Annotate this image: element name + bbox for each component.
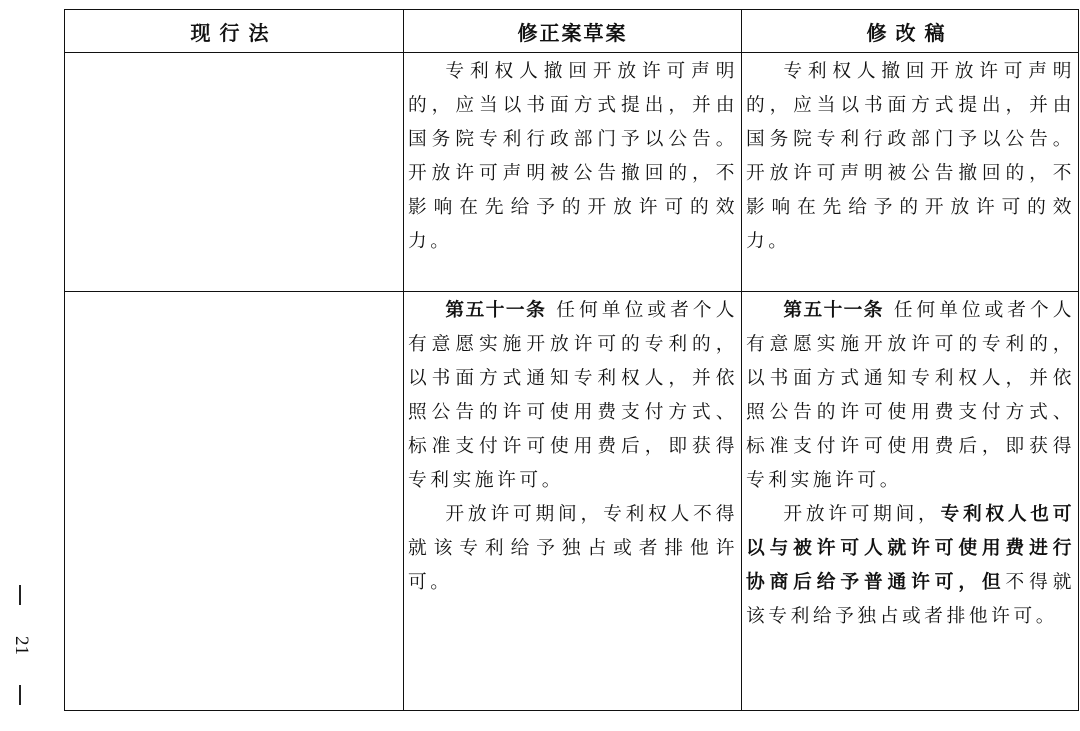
comparison-table (64, 9, 1079, 711)
cell-revised (742, 53, 1079, 292)
article-number: 第五十一条 (445, 300, 547, 321)
revised-p2-tail: 不得就该专利给予独占或者排他许可。 (746, 572, 1075, 627)
revised-paragraph: 专利权人撤回开放许可声明的，应当以书面方式提出，并由国务院专利行政部门予以公告。开放许可声明被公告撤回的，不影响在先给予的开放许可的效力。 (746, 61, 1075, 252)
page-number (6, 585, 36, 705)
page-number-dash-bottom (19, 685, 21, 705)
table-header-row (65, 10, 1079, 53)
header-draft: 修正案草案 (404, 10, 742, 53)
cell-revised (742, 292, 1079, 711)
page-number-text: 21 (11, 635, 32, 655)
draft-paragraph-2: 开放许可期间，专利权人不得就该专利给予独占或者排他许可。 (408, 504, 738, 593)
revised-p2-amendment: 专利权人也可以与被许可人就许可使用费进行协商后给予普通许可，但 (746, 504, 1075, 593)
table-row (65, 53, 1079, 292)
header-current-law: 现行法 (65, 10, 404, 53)
draft-article-paragraph (408, 294, 738, 498)
revised-p2-lead: 开放许可期间， (783, 504, 941, 525)
revised-paragraph-2 (746, 498, 1075, 634)
cell-current-law (65, 53, 404, 292)
cell-current-law (65, 292, 404, 711)
cell-draft (404, 292, 742, 711)
page-number-dash-top (19, 585, 21, 605)
cell-draft (404, 53, 742, 292)
article-number: 第五十一条 (783, 300, 884, 321)
header-revised: 修改稿 (742, 10, 1079, 53)
draft-paragraph: 专利权人撤回开放许可声明的，应当以书面方式提出，并由国务院专利行政部门予以公告。开放许可声明被公告撤回的，不影响在先给予的开放许可的效力。 (408, 61, 738, 252)
table-row (65, 292, 1079, 711)
revised-article-paragraph (746, 294, 1075, 498)
revised-article-text: 任何单位或者个人有意愿实施开放许可的专利的，以书面方式通知专利权人，并依照公告的许可使用费支付方式、标准支付许可使用费后，即获得专利实施许可。 (746, 300, 1075, 491)
draft-article-text: 任何单位或者个人有意愿实施开放许可的专利的，以书面方式通知专利权人，并依照公告的许可使用费支付方式、标准支付许可使用费后，即获得专利实施许可。 (408, 300, 738, 491)
